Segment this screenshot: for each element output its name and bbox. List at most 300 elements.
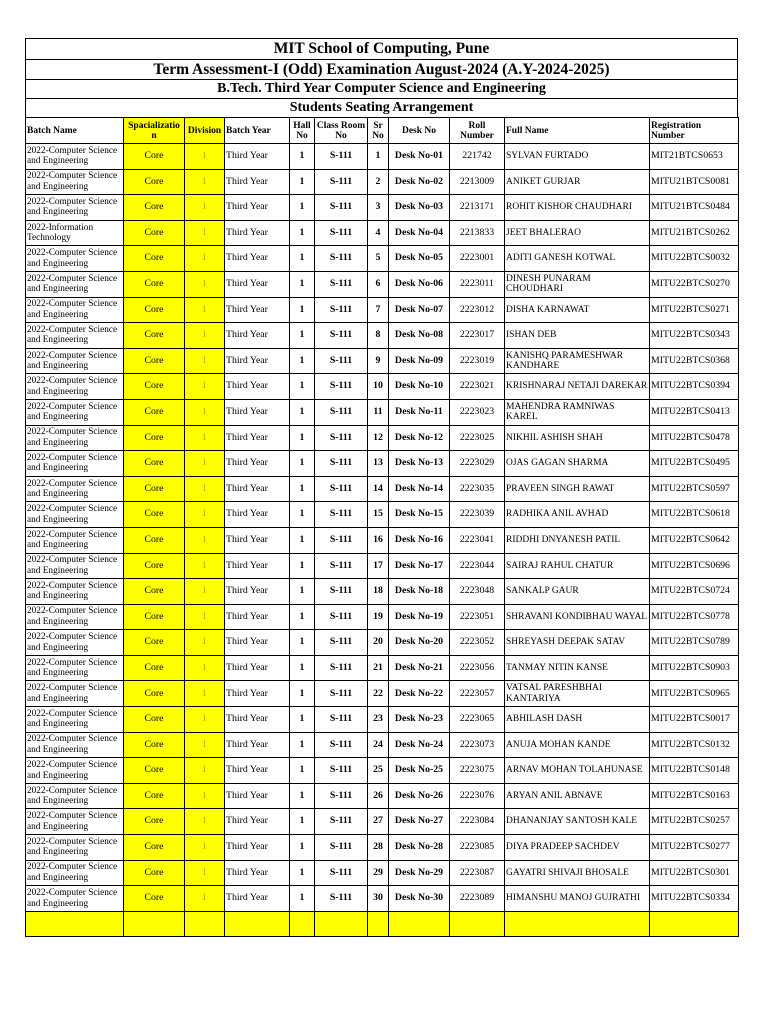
cell-roll-number: 2223076 (450, 783, 505, 809)
cell-full-name: DIYA PRADEEP SACHDEV (505, 835, 650, 861)
cell-class-room-no: S-111 (315, 144, 368, 170)
cell-division: 1 (185, 476, 225, 502)
cell-division: 1 (185, 630, 225, 656)
cell-full-name: DHANANJAY SANTOSH KALE (505, 809, 650, 835)
cell-specialization: Core (124, 553, 185, 579)
cell-batch-year: Third Year (225, 707, 290, 733)
cell-specialization: Core (124, 271, 185, 297)
table-row (26, 425, 739, 451)
cell-division: 1 (185, 220, 225, 246)
cell-class-room-no: S-111 (315, 886, 368, 912)
cell-batch-year: Third Year (225, 681, 290, 707)
institute-title: MIT School of Computing, Pune (25, 38, 738, 59)
cell-hall-no: 1 (290, 579, 315, 605)
table-row (26, 246, 739, 272)
cell-desk-no: Desk No-23 (389, 707, 450, 733)
cell-sr-no: 8 (368, 323, 389, 349)
cell-registration-number: MITU22BTCS0903 (650, 655, 739, 681)
cell-batch-name: 2022-Computer Science and Engineering (26, 348, 124, 374)
cell-registration-number: MITU22BTCS0163 (650, 783, 739, 809)
cell-sr-no: 21 (368, 655, 389, 681)
cell-desk-no: Desk No-28 (389, 835, 450, 861)
col-full-name: Full Name (505, 118, 650, 144)
cell-registration-number: MITU22BTCS0597 (650, 476, 739, 502)
cell-registration-number: MITU22BTCS0618 (650, 502, 739, 528)
cell-registration-number: MITU22BTCS0394 (650, 374, 739, 400)
cell-registration-number: MITU22BTCS0778 (650, 604, 739, 630)
cell-sr-no: 17 (368, 553, 389, 579)
cell-full-name: ARNAV MOHAN TOLAHUNASE (505, 758, 650, 784)
cell-roll-number: 2223057 (450, 681, 505, 707)
col-desk-no: Desk No (389, 118, 450, 144)
cell-batch-year: Third Year (225, 604, 290, 630)
cell-division: 1 (185, 707, 225, 733)
cell-hall-no: 1 (290, 783, 315, 809)
cell-division: 1 (185, 655, 225, 681)
cell-class-room-no: S-111 (315, 323, 368, 349)
cell-roll-number: 2213009 (450, 169, 505, 195)
cell-specialization: Core (124, 809, 185, 835)
cell-class-room-no: S-111 (315, 451, 368, 477)
cell-class-room-no: S-111 (315, 476, 368, 502)
cell-desk-no: Desk No-10 (389, 374, 450, 400)
cell-desk-no: Desk No-14 (389, 476, 450, 502)
cell-specialization: Core (124, 630, 185, 656)
cell-division: 1 (185, 527, 225, 553)
cell-full-name: DINESH PUNARAM CHOUDHARI (505, 271, 650, 297)
table-header-row (26, 118, 739, 144)
cell-batch-year: Third Year (225, 527, 290, 553)
table-row (26, 835, 739, 861)
cell-full-name: HIMANSHU MANOJ GUJRATHI (505, 886, 650, 912)
cell-class-room-no: S-111 (315, 860, 368, 886)
cell-batch-name: 2022-Computer Science and Engineering (26, 246, 124, 272)
cell-desk-no: Desk No-15 (389, 502, 450, 528)
cell-class-room-no: S-111 (315, 271, 368, 297)
cell-batch-name: 2022-Computer Science and Engineering (26, 732, 124, 758)
cell-division: 1 (185, 195, 225, 221)
cell-specialization: Core (124, 655, 185, 681)
cell-specialization: Core (124, 502, 185, 528)
col-batch-name: Batch Name (26, 118, 124, 144)
cell-roll-number: 2223011 (450, 271, 505, 297)
cell-batch-name: 2022-Computer Science and Engineering (26, 527, 124, 553)
cell-batch-name: 2022-Computer Science and Engineering (26, 809, 124, 835)
cell-full-name: ADITI GANESH KOTWAL (505, 246, 650, 272)
cell-division: 1 (185, 553, 225, 579)
cell-batch-year: Third Year (225, 425, 290, 451)
cell-sr-no: 12 (368, 425, 389, 451)
cell-class-room-no: S-111 (315, 399, 368, 425)
col-specialization: Spacializatio n (124, 118, 185, 144)
cell-roll-number: 2223075 (450, 758, 505, 784)
cell-division: 1 (185, 425, 225, 451)
cell-hall-no: 1 (290, 220, 315, 246)
cell-class-room-no: S-111 (315, 707, 368, 733)
cell-roll-number: 2223019 (450, 348, 505, 374)
cell-sr-no: 19 (368, 604, 389, 630)
cell-division: 1 (185, 886, 225, 912)
cell-roll-number: 221742 (450, 144, 505, 170)
table-row (26, 783, 739, 809)
cell-desk-no: Desk No-17 (389, 553, 450, 579)
cell-desk-no: Desk No-20 (389, 630, 450, 656)
cell-roll-number: 2223035 (450, 476, 505, 502)
cell-hall-no: 1 (290, 835, 315, 861)
cell-hall-no: 1 (290, 169, 315, 195)
cell-registration-number: MITU22BTCS0965 (650, 681, 739, 707)
cell-roll-number: 2223023 (450, 399, 505, 425)
cell-specialization: Core (124, 169, 185, 195)
cell-batch-name: 2022-Computer Science and Engineering (26, 399, 124, 425)
cell-batch-name: 2022-Computer Science and Engineering (26, 195, 124, 221)
cell-desk-no: Desk No-06 (389, 271, 450, 297)
cell-full-name: SYLVAN FURTADO (505, 144, 650, 170)
cell-batch-name: 2022-Computer Science and Engineering (26, 579, 124, 605)
cell-roll-number: 2223051 (450, 604, 505, 630)
cell-sr-no: 15 (368, 502, 389, 528)
col-class-room-no: Class Room No (315, 118, 368, 144)
table-row (26, 886, 739, 912)
cell-registration-number: MITU22BTCS0789 (650, 630, 739, 656)
cell-registration-number: MITU21BTCS0262 (650, 220, 739, 246)
cell-registration-number: MITU22BTCS0724 (650, 579, 739, 605)
cell-batch-year: Third Year (225, 732, 290, 758)
cell-specialization: Core (124, 476, 185, 502)
empty-cell (225, 911, 290, 936)
cell-desk-no: Desk No-29 (389, 860, 450, 886)
cell-division: 1 (185, 271, 225, 297)
cell-specialization: Core (124, 348, 185, 374)
cell-desk-no: Desk No-11 (389, 399, 450, 425)
cell-batch-year: Third Year (225, 809, 290, 835)
cell-specialization: Core (124, 323, 185, 349)
cell-desk-no: Desk No-05 (389, 246, 450, 272)
cell-class-room-no: S-111 (315, 604, 368, 630)
cell-batch-name: 2022-Computer Science and Engineering (26, 655, 124, 681)
cell-specialization: Core (124, 783, 185, 809)
cell-batch-year: Third Year (225, 323, 290, 349)
cell-division: 1 (185, 681, 225, 707)
cell-batch-year: Third Year (225, 271, 290, 297)
program-title: B.Tech. Third Year Computer Science and Engineering (25, 79, 738, 98)
table-row (26, 323, 739, 349)
empty-cell (290, 911, 315, 936)
cell-sr-no: 24 (368, 732, 389, 758)
cell-specialization: Core (124, 144, 185, 170)
cell-full-name: JEET BHALERAO (505, 220, 650, 246)
cell-division: 1 (185, 809, 225, 835)
cell-roll-number: 2223048 (450, 579, 505, 605)
cell-class-room-no: S-111 (315, 169, 368, 195)
cell-division: 1 (185, 169, 225, 195)
cell-batch-year: Third Year (225, 451, 290, 477)
cell-hall-no: 1 (290, 527, 315, 553)
col-hall-no: Hall No (290, 118, 315, 144)
cell-specialization: Core (124, 527, 185, 553)
cell-desk-no: Desk No-18 (389, 579, 450, 605)
cell-full-name: KRISHNARAJ NETAJI DAREKAR (505, 374, 650, 400)
cell-desk-no: Desk No-25 (389, 758, 450, 784)
cell-division: 1 (185, 451, 225, 477)
cell-class-room-no: S-111 (315, 579, 368, 605)
table-row (26, 579, 739, 605)
table-row (26, 374, 739, 400)
cell-class-room-no: S-111 (315, 502, 368, 528)
cell-batch-name: 2022-Computer Science and Engineering (26, 502, 124, 528)
cell-specialization: Core (124, 860, 185, 886)
cell-class-room-no: S-111 (315, 630, 368, 656)
cell-sr-no: 1 (368, 144, 389, 170)
table-row (26, 220, 739, 246)
cell-batch-name: 2022-Computer Science and Engineering (26, 144, 124, 170)
cell-hall-no: 1 (290, 630, 315, 656)
cell-batch-name: 2022-Computer Science and Engineering (26, 425, 124, 451)
cell-desk-no: Desk No-26 (389, 783, 450, 809)
cell-specialization: Core (124, 886, 185, 912)
cell-batch-year: Third Year (225, 758, 290, 784)
cell-registration-number: MITU22BTCS0495 (650, 451, 739, 477)
cell-full-name: TANMAY NITIN KANSE (505, 655, 650, 681)
cell-full-name: PRAVEEN SINGH RAWAT (505, 476, 650, 502)
cell-desk-no: Desk No-24 (389, 732, 450, 758)
cell-hall-no: 1 (290, 451, 315, 477)
cell-sr-no: 6 (368, 271, 389, 297)
cell-roll-number: 2223073 (450, 732, 505, 758)
cell-class-room-no: S-111 (315, 527, 368, 553)
cell-batch-year: Third Year (225, 220, 290, 246)
cell-roll-number: 2223012 (450, 297, 505, 323)
cell-batch-name: 2022-Computer Science and Engineering (26, 758, 124, 784)
cell-full-name: DISHA KARNAWAT (505, 297, 650, 323)
cell-batch-name: 2022-Information Technology (26, 220, 124, 246)
cell-class-room-no: S-111 (315, 553, 368, 579)
cell-registration-number: MITU21BTCS0081 (650, 169, 739, 195)
cell-registration-number: MITU22BTCS0696 (650, 553, 739, 579)
cell-batch-name: 2022-Computer Science and Engineering (26, 783, 124, 809)
cell-batch-year: Third Year (225, 195, 290, 221)
table-row (26, 297, 739, 323)
cell-division: 1 (185, 399, 225, 425)
cell-registration-number: MITU22BTCS0413 (650, 399, 739, 425)
cell-batch-name: 2022-Computer Science and Engineering (26, 681, 124, 707)
cell-batch-name: 2022-Computer Science and Engineering (26, 374, 124, 400)
cell-roll-number: 2223089 (450, 886, 505, 912)
table-row (26, 476, 739, 502)
empty-cell (315, 911, 368, 936)
cell-sr-no: 20 (368, 630, 389, 656)
cell-batch-year: Third Year (225, 297, 290, 323)
empty-cell (368, 911, 389, 936)
cell-registration-number: MITU22BTCS0257 (650, 809, 739, 835)
cell-division: 1 (185, 348, 225, 374)
cell-registration-number: MITU22BTCS0271 (650, 297, 739, 323)
cell-class-room-no: S-111 (315, 374, 368, 400)
col-registration-number: Registration Number (650, 118, 739, 144)
cell-roll-number: 2223087 (450, 860, 505, 886)
cell-batch-year: Third Year (225, 476, 290, 502)
cell-registration-number: MITU22BTCS0642 (650, 527, 739, 553)
table-row (26, 271, 739, 297)
cell-specialization: Core (124, 604, 185, 630)
cell-specialization: Core (124, 707, 185, 733)
cell-division: 1 (185, 579, 225, 605)
cell-class-room-no: S-111 (315, 809, 368, 835)
cell-registration-number: MITU21BTCS0484 (650, 195, 739, 221)
table-row (26, 553, 739, 579)
cell-desk-no: Desk No-04 (389, 220, 450, 246)
cell-class-room-no: S-111 (315, 732, 368, 758)
cell-batch-name: 2022-Computer Science and Engineering (26, 297, 124, 323)
table-row (26, 451, 739, 477)
cell-hall-no: 1 (290, 809, 315, 835)
cell-batch-year: Third Year (225, 579, 290, 605)
cell-division: 1 (185, 144, 225, 170)
empty-cell (185, 911, 225, 936)
cell-class-room-no: S-111 (315, 835, 368, 861)
cell-registration-number: MITU22BTCS0270 (650, 271, 739, 297)
cell-full-name: GAYATRI SHIVAJI BHOSALE (505, 860, 650, 886)
cell-roll-number: 2223021 (450, 374, 505, 400)
table-row (26, 604, 739, 630)
cell-registration-number: MITU22BTCS0301 (650, 860, 739, 886)
cell-specialization: Core (124, 195, 185, 221)
col-roll-number: Roll Number (450, 118, 505, 144)
cell-specialization: Core (124, 425, 185, 451)
cell-batch-name: 2022-Computer Science and Engineering (26, 604, 124, 630)
cell-full-name: KANISHQ PARAMESHWAR KANDHARE (505, 348, 650, 374)
empty-row (26, 911, 739, 936)
cell-roll-number: 2223044 (450, 553, 505, 579)
cell-specialization: Core (124, 579, 185, 605)
col-batch-year: Batch Year (225, 118, 290, 144)
cell-batch-year: Third Year (225, 246, 290, 272)
cell-hall-no: 1 (290, 886, 315, 912)
cell-division: 1 (185, 323, 225, 349)
cell-roll-number: 2223025 (450, 425, 505, 451)
cell-sr-no: 30 (368, 886, 389, 912)
cell-sr-no: 23 (368, 707, 389, 733)
cell-roll-number: 2213171 (450, 195, 505, 221)
cell-hall-no: 1 (290, 553, 315, 579)
cell-full-name: SHREYASH DEEPAK SATAV (505, 630, 650, 656)
exam-title: Term Assessment-I (Odd) Examination August-2024 (A.Y-2024-2025) (25, 59, 738, 79)
cell-batch-year: Third Year (225, 835, 290, 861)
cell-batch-year: Third Year (225, 144, 290, 170)
cell-sr-no: 14 (368, 476, 389, 502)
cell-desk-no: Desk No-21 (389, 655, 450, 681)
cell-specialization: Core (124, 758, 185, 784)
cell-specialization: Core (124, 732, 185, 758)
cell-specialization: Core (124, 220, 185, 246)
cell-full-name: SAIRAJ RAHUL CHATUR (505, 553, 650, 579)
cell-roll-number: 2223056 (450, 655, 505, 681)
cell-sr-no: 3 (368, 195, 389, 221)
cell-roll-number: 2223001 (450, 246, 505, 272)
cell-hall-no: 1 (290, 348, 315, 374)
cell-class-room-no: S-111 (315, 425, 368, 451)
empty-cell (650, 911, 739, 936)
cell-batch-name: 2022-Computer Science and Engineering (26, 835, 124, 861)
empty-cell (389, 911, 450, 936)
cell-desk-no: Desk No-09 (389, 348, 450, 374)
cell-division: 1 (185, 246, 225, 272)
cell-batch-name: 2022-Computer Science and Engineering (26, 323, 124, 349)
cell-sr-no: 18 (368, 579, 389, 605)
cell-hall-no: 1 (290, 655, 315, 681)
cell-class-room-no: S-111 (315, 220, 368, 246)
cell-roll-number: 2223029 (450, 451, 505, 477)
cell-desk-no: Desk No-16 (389, 527, 450, 553)
table-row (26, 348, 739, 374)
cell-specialization: Core (124, 297, 185, 323)
cell-roll-number: 2223084 (450, 809, 505, 835)
cell-batch-name: 2022-Computer Science and Engineering (26, 476, 124, 502)
cell-full-name: ANIKET GURJAR (505, 169, 650, 195)
cell-hall-no: 1 (290, 195, 315, 221)
cell-division: 1 (185, 860, 225, 886)
cell-desk-no: Desk No-08 (389, 323, 450, 349)
cell-desk-no: Desk No-07 (389, 297, 450, 323)
cell-hall-no: 1 (290, 144, 315, 170)
cell-specialization: Core (124, 681, 185, 707)
table-row (26, 758, 739, 784)
cell-division: 1 (185, 732, 225, 758)
cell-registration-number: MITU22BTCS0478 (650, 425, 739, 451)
cell-batch-name: 2022-Computer Science and Engineering (26, 169, 124, 195)
cell-sr-no: 13 (368, 451, 389, 477)
cell-full-name: VATSAL PARESHBHAI KANTARIYA (505, 681, 650, 707)
empty-cell (124, 911, 185, 936)
cell-full-name: SHRAVANI KONDIBHAU WAYAL (505, 604, 650, 630)
cell-hall-no: 1 (290, 476, 315, 502)
cell-full-name: ANUJA MOHAN KANDE (505, 732, 650, 758)
cell-division: 1 (185, 783, 225, 809)
table-row (26, 809, 739, 835)
cell-registration-number: MITU22BTCS0334 (650, 886, 739, 912)
cell-specialization: Core (124, 374, 185, 400)
table-row (26, 732, 739, 758)
cell-hall-no: 1 (290, 758, 315, 784)
empty-cell (450, 911, 505, 936)
cell-batch-year: Third Year (225, 169, 290, 195)
cell-hall-no: 1 (290, 502, 315, 528)
cell-class-room-no: S-111 (315, 297, 368, 323)
cell-roll-number: 2223039 (450, 502, 505, 528)
cell-class-room-no: S-111 (315, 758, 368, 784)
cell-batch-name: 2022-Computer Science and Engineering (26, 630, 124, 656)
sheet-title: Students Seating Arrangement (25, 98, 738, 117)
cell-sr-no: 28 (368, 835, 389, 861)
cell-sr-no: 9 (368, 348, 389, 374)
cell-hall-no: 1 (290, 604, 315, 630)
cell-class-room-no: S-111 (315, 348, 368, 374)
cell-full-name: MAHENDRA RAMNIWAS KAREL (505, 399, 650, 425)
cell-full-name: SANKALP GAUR (505, 579, 650, 605)
cell-desk-no: Desk No-27 (389, 809, 450, 835)
cell-sr-no: 29 (368, 860, 389, 886)
cell-full-name: RADHIKA ANIL AVHAD (505, 502, 650, 528)
cell-registration-number: MIT21BTCS0653 (650, 144, 739, 170)
cell-sr-no: 4 (368, 220, 389, 246)
cell-batch-name: 2022-Computer Science and Engineering (26, 271, 124, 297)
cell-full-name: ISHAN DEB (505, 323, 650, 349)
cell-registration-number: MITU22BTCS0343 (650, 323, 739, 349)
cell-desk-no: Desk No-03 (389, 195, 450, 221)
seating-table (25, 117, 739, 937)
cell-batch-name: 2022-Computer Science and Engineering (26, 886, 124, 912)
col-sr-no: Sr No (368, 118, 389, 144)
